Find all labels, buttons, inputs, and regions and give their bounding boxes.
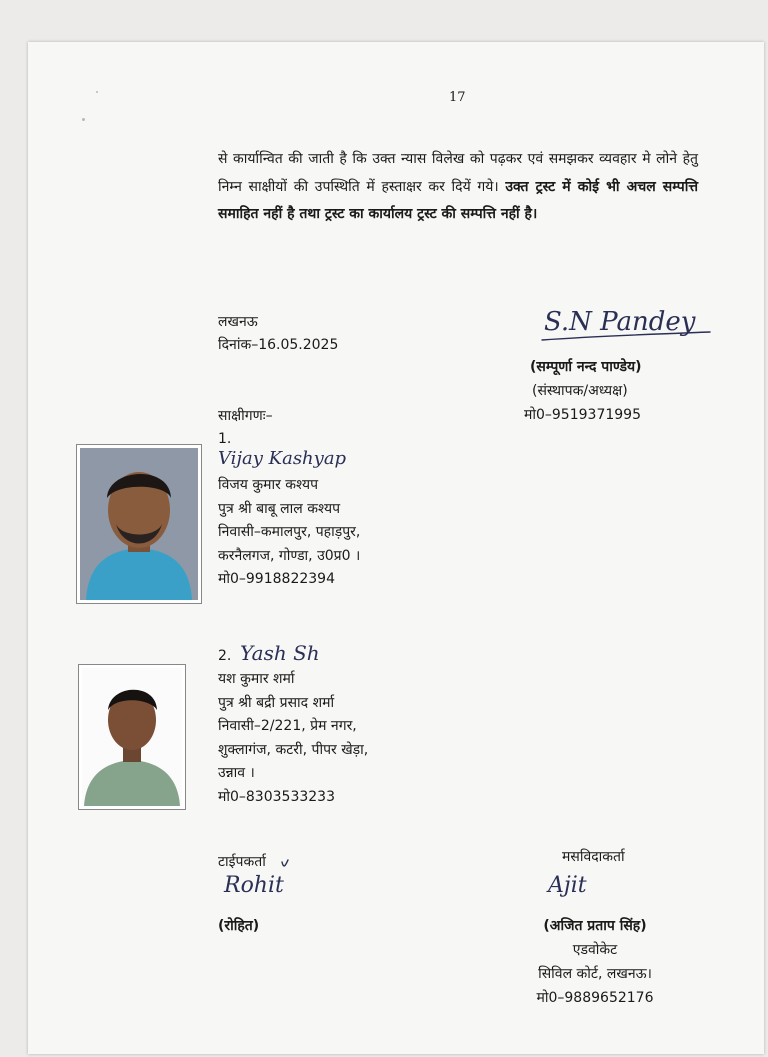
witness-1-portrait xyxy=(78,446,200,602)
witness-2-signature-text: Yash Sh xyxy=(240,641,320,665)
witness-1-signature-text: Vijay Kashyap xyxy=(218,448,346,469)
founder-signature xyxy=(538,298,718,346)
witness-2-father: पुत्र श्री बद्री प्रसाद शर्मा xyxy=(218,694,335,711)
typist-name: (रोहित) xyxy=(218,918,260,934)
witness-1-address-2: करनैलगज, गोण्डा, उ0प्र0 । xyxy=(218,547,361,564)
witness-2-address-1: निवासी–2/221, प्रेम नगर, xyxy=(218,718,357,734)
place: लखनऊ xyxy=(218,314,258,330)
founder-name: (सम्पूर्णा नन्द पाण्डेय) xyxy=(530,359,642,375)
witness-1-mobile: मो0–9918822394 xyxy=(218,571,335,587)
drafter-court: सिविल कोर्ट, लखनऊ। xyxy=(538,966,652,982)
body-paragraph xyxy=(218,146,698,229)
founder-mobile: मो0–9519371995 xyxy=(524,407,641,423)
witness-2-mobile: मो0–8303533233 xyxy=(218,788,335,805)
drafter-details xyxy=(470,914,720,1010)
witness-2-photo xyxy=(78,664,186,810)
witness-1-details xyxy=(218,474,360,592)
founder-signature-text: S.N Pandey xyxy=(544,307,696,337)
drafter-signature xyxy=(544,862,654,906)
typist-label: टाईपकर्ता xyxy=(218,854,266,870)
scan-speck xyxy=(82,118,85,121)
witness-1-father: पुत्र श्री बाबू लाल कश्यप xyxy=(218,500,341,517)
witness-2-number: 2. xyxy=(218,648,232,664)
drafter-title: एडवोकेट xyxy=(572,942,618,958)
witness-1-number: 1. xyxy=(218,431,232,447)
witness-2-portrait xyxy=(80,666,184,808)
witness-2-address-3: उन्नाव । xyxy=(218,765,255,781)
drafter-name: (अजित प्रताप सिंह) xyxy=(543,918,647,934)
witness-1-address-1: निवासी–कमालपुर, पहाड़पुर, xyxy=(218,524,361,540)
scan-speck xyxy=(96,91,98,93)
paragraph-text: से कार्यान्वित की जाती है कि उक्त न्यास विलेख को पढ़कर एवं समझकर व्यवहार मे लोने हेतु निम्न साक्षीयों की उपस्थिति में हस्ताक्षर कर दियें गये। xyxy=(218,151,698,195)
page-number: 17 xyxy=(449,90,466,105)
founder-role: (संस्थापक/अध्यक्ष) xyxy=(532,383,628,399)
witness-1-name: विजय कुमार कश्यप xyxy=(218,477,319,493)
drafter-label: मसविदाकर्ता xyxy=(562,849,625,865)
drafter-mobile: मो0–9889652176 xyxy=(536,990,654,1006)
witnesses-label: साक्षीगणः– xyxy=(218,408,273,424)
witness-2-signature xyxy=(238,636,348,670)
typist-signature xyxy=(214,858,324,910)
typist-signature-text: Rohit xyxy=(224,873,284,898)
paragraph-bold-text: उक्त ट्रस्ट में कोई भी अचल सम्पत्ति समाहित नहीं है तथा ट्रस्ट का कार्यालय ट्रस्ट की सम्पत्ति नहीं है। xyxy=(218,178,698,222)
drafter-signature-text: Ajit xyxy=(548,873,587,898)
date: दिनांक–16.05.2025 xyxy=(218,337,339,353)
witness-2-address-2: शुक्लागंज, कटरी, पीपर खेड़ा, xyxy=(218,741,369,758)
witness-2-name: यश कुमार शर्मा xyxy=(218,671,295,687)
witness-1-signature xyxy=(216,440,346,474)
witness-2-details xyxy=(218,668,368,809)
witness-1-photo xyxy=(76,444,202,604)
